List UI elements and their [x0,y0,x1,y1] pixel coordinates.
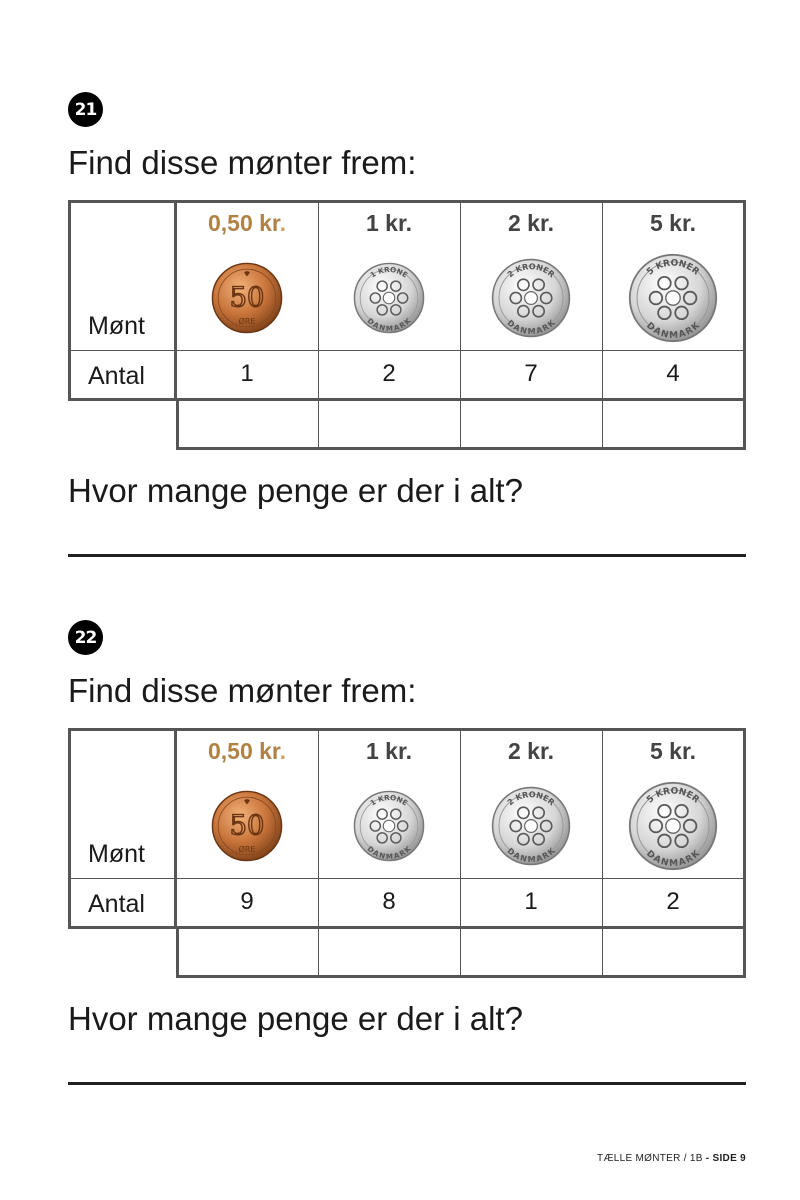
exercise-prompt: Find disse mønter frem: [68,144,417,181]
coin-value-label: 5 kr. [649,738,697,764]
coin-count-2-kroner: 7 [524,360,538,387]
table-border-left [68,200,71,400]
answer-cell-2-kroner[interactable] [462,402,600,446]
coin-value-label: 0,50 kr [207,210,280,236]
table-column-divider [318,728,319,978]
table-border-right [743,728,746,978]
table-border-middle [68,926,746,929]
coin-table [68,728,746,978]
table-row-divider [68,350,746,351]
exercise-number-badge: 21 [68,92,103,127]
row-label-coin: Mønt [88,312,145,340]
table-border-left [68,728,71,928]
coin-count-50-ore: 1 [240,360,254,387]
svg-text:2 KRONER: 2 KRONER [505,262,557,280]
coin-value-label: 1 kr. [365,210,413,236]
table-column-divider [602,728,603,978]
svg-text:50: 50 [229,282,265,314]
coin-1-krone-image [353,790,425,867]
coin-header-5-kroner [602,210,744,237]
footer-page: - SIDE 9 [702,1153,746,1164]
coin-count-5-kroner: 2 [666,888,680,915]
svg-text:ØRE: ØRE [238,316,256,326]
table-column-divider [602,200,603,450]
answer-cell-50-ore[interactable] [178,402,316,446]
row-label-coin: Mønt [88,840,145,868]
footer-title: TÆLLE MØNTER / 1B [597,1153,703,1164]
exercise-22 [0,620,800,1120]
coin-50-ore-image [211,262,283,339]
coin-value-dot: . [279,210,287,236]
coin-header-2-kroner [460,738,602,765]
answer-cell-1-krone[interactable] [320,402,458,446]
coin-count-1-krone: 2 [382,360,396,387]
svg-text:2 KRONER: 2 KRONER [505,790,557,808]
svg-text:DANMARK: DANMARK [644,320,702,341]
table-border-right [743,200,746,450]
answer-cell-5-kroner[interactable] [604,402,742,446]
coin-1-krone-image [353,262,425,339]
coin-header-1-krone [318,738,460,765]
coin-count-1-krone: 8 [382,888,396,915]
coin-header-50-ore [176,210,318,237]
answer-cell-5-kroner[interactable] [604,930,742,974]
coin-2-kroner-image [491,786,571,871]
answer-cell-1-krone[interactable] [320,930,458,974]
svg-text:5 KRONER: 5 KRONER [645,786,701,806]
coin-count-2-kroner: 1 [524,888,538,915]
coin-header-2-kroner [460,210,602,237]
exercise-number-badge: 22 [68,620,103,655]
coin-table [68,200,746,450]
exercise-21 [0,92,800,592]
svg-text:1 KRONE: 1 KRONE [368,792,410,808]
coin-header-1-krone [318,210,460,237]
table-border-bottom [176,447,746,450]
answer-line[interactable] [68,554,746,557]
coin-value-dot: . [279,738,287,764]
row-label-count: Antal [88,890,145,918]
coin-count-50-ore: 9 [240,888,254,915]
svg-text:DANMARK: DANMARK [505,318,557,337]
table-border-bottom [176,975,746,978]
coin-5-kroner-image [628,253,718,348]
answer-line[interactable] [68,1082,746,1085]
coin-value-label: 5 kr. [649,210,697,236]
coin-header-5-kroner [602,738,744,765]
table-border-middle [68,398,746,401]
total-question: Hvor mange penge er der i alt? [68,472,523,509]
svg-text:DANMARK: DANMARK [365,316,413,334]
total-question: Hvor mange penge er der i alt? [68,1000,523,1037]
exercise-prompt: Find disse mønter frem: [68,672,417,709]
row-label-count: Antal [88,362,145,390]
coin-value-label: 2 kr. [507,210,555,236]
coin-header-50-ore [176,738,318,765]
svg-text:DANMARK: DANMARK [505,846,557,865]
table-column-divider [318,200,319,450]
table-column-divider [460,200,461,450]
answer-cell-2-kroner[interactable] [462,930,600,974]
table-column-divider [460,728,461,978]
svg-text:DANMARK: DANMARK [644,848,702,869]
svg-text:ØRE: ØRE [238,844,256,854]
table-row-divider [68,878,746,879]
coin-50-ore-image [211,790,283,867]
coin-value-label: 0,50 kr [207,738,280,764]
svg-text:DANMARK: DANMARK [365,844,413,862]
svg-text:1 KRONE: 1 KRONE [368,264,410,280]
table-border-top [68,728,746,731]
answer-cell-50-ore[interactable] [178,930,316,974]
coin-count-5-kroner: 4 [666,360,680,387]
footer [597,1153,746,1164]
svg-text:50: 50 [229,810,265,842]
coin-value-label: 1 kr. [365,738,413,764]
coin-5-kroner-image [628,781,718,876]
coin-2-kroner-image [491,258,571,343]
svg-text:5 KRONER: 5 KRONER [645,258,701,278]
coin-value-label: 2 kr. [507,738,555,764]
table-border-top [68,200,746,203]
